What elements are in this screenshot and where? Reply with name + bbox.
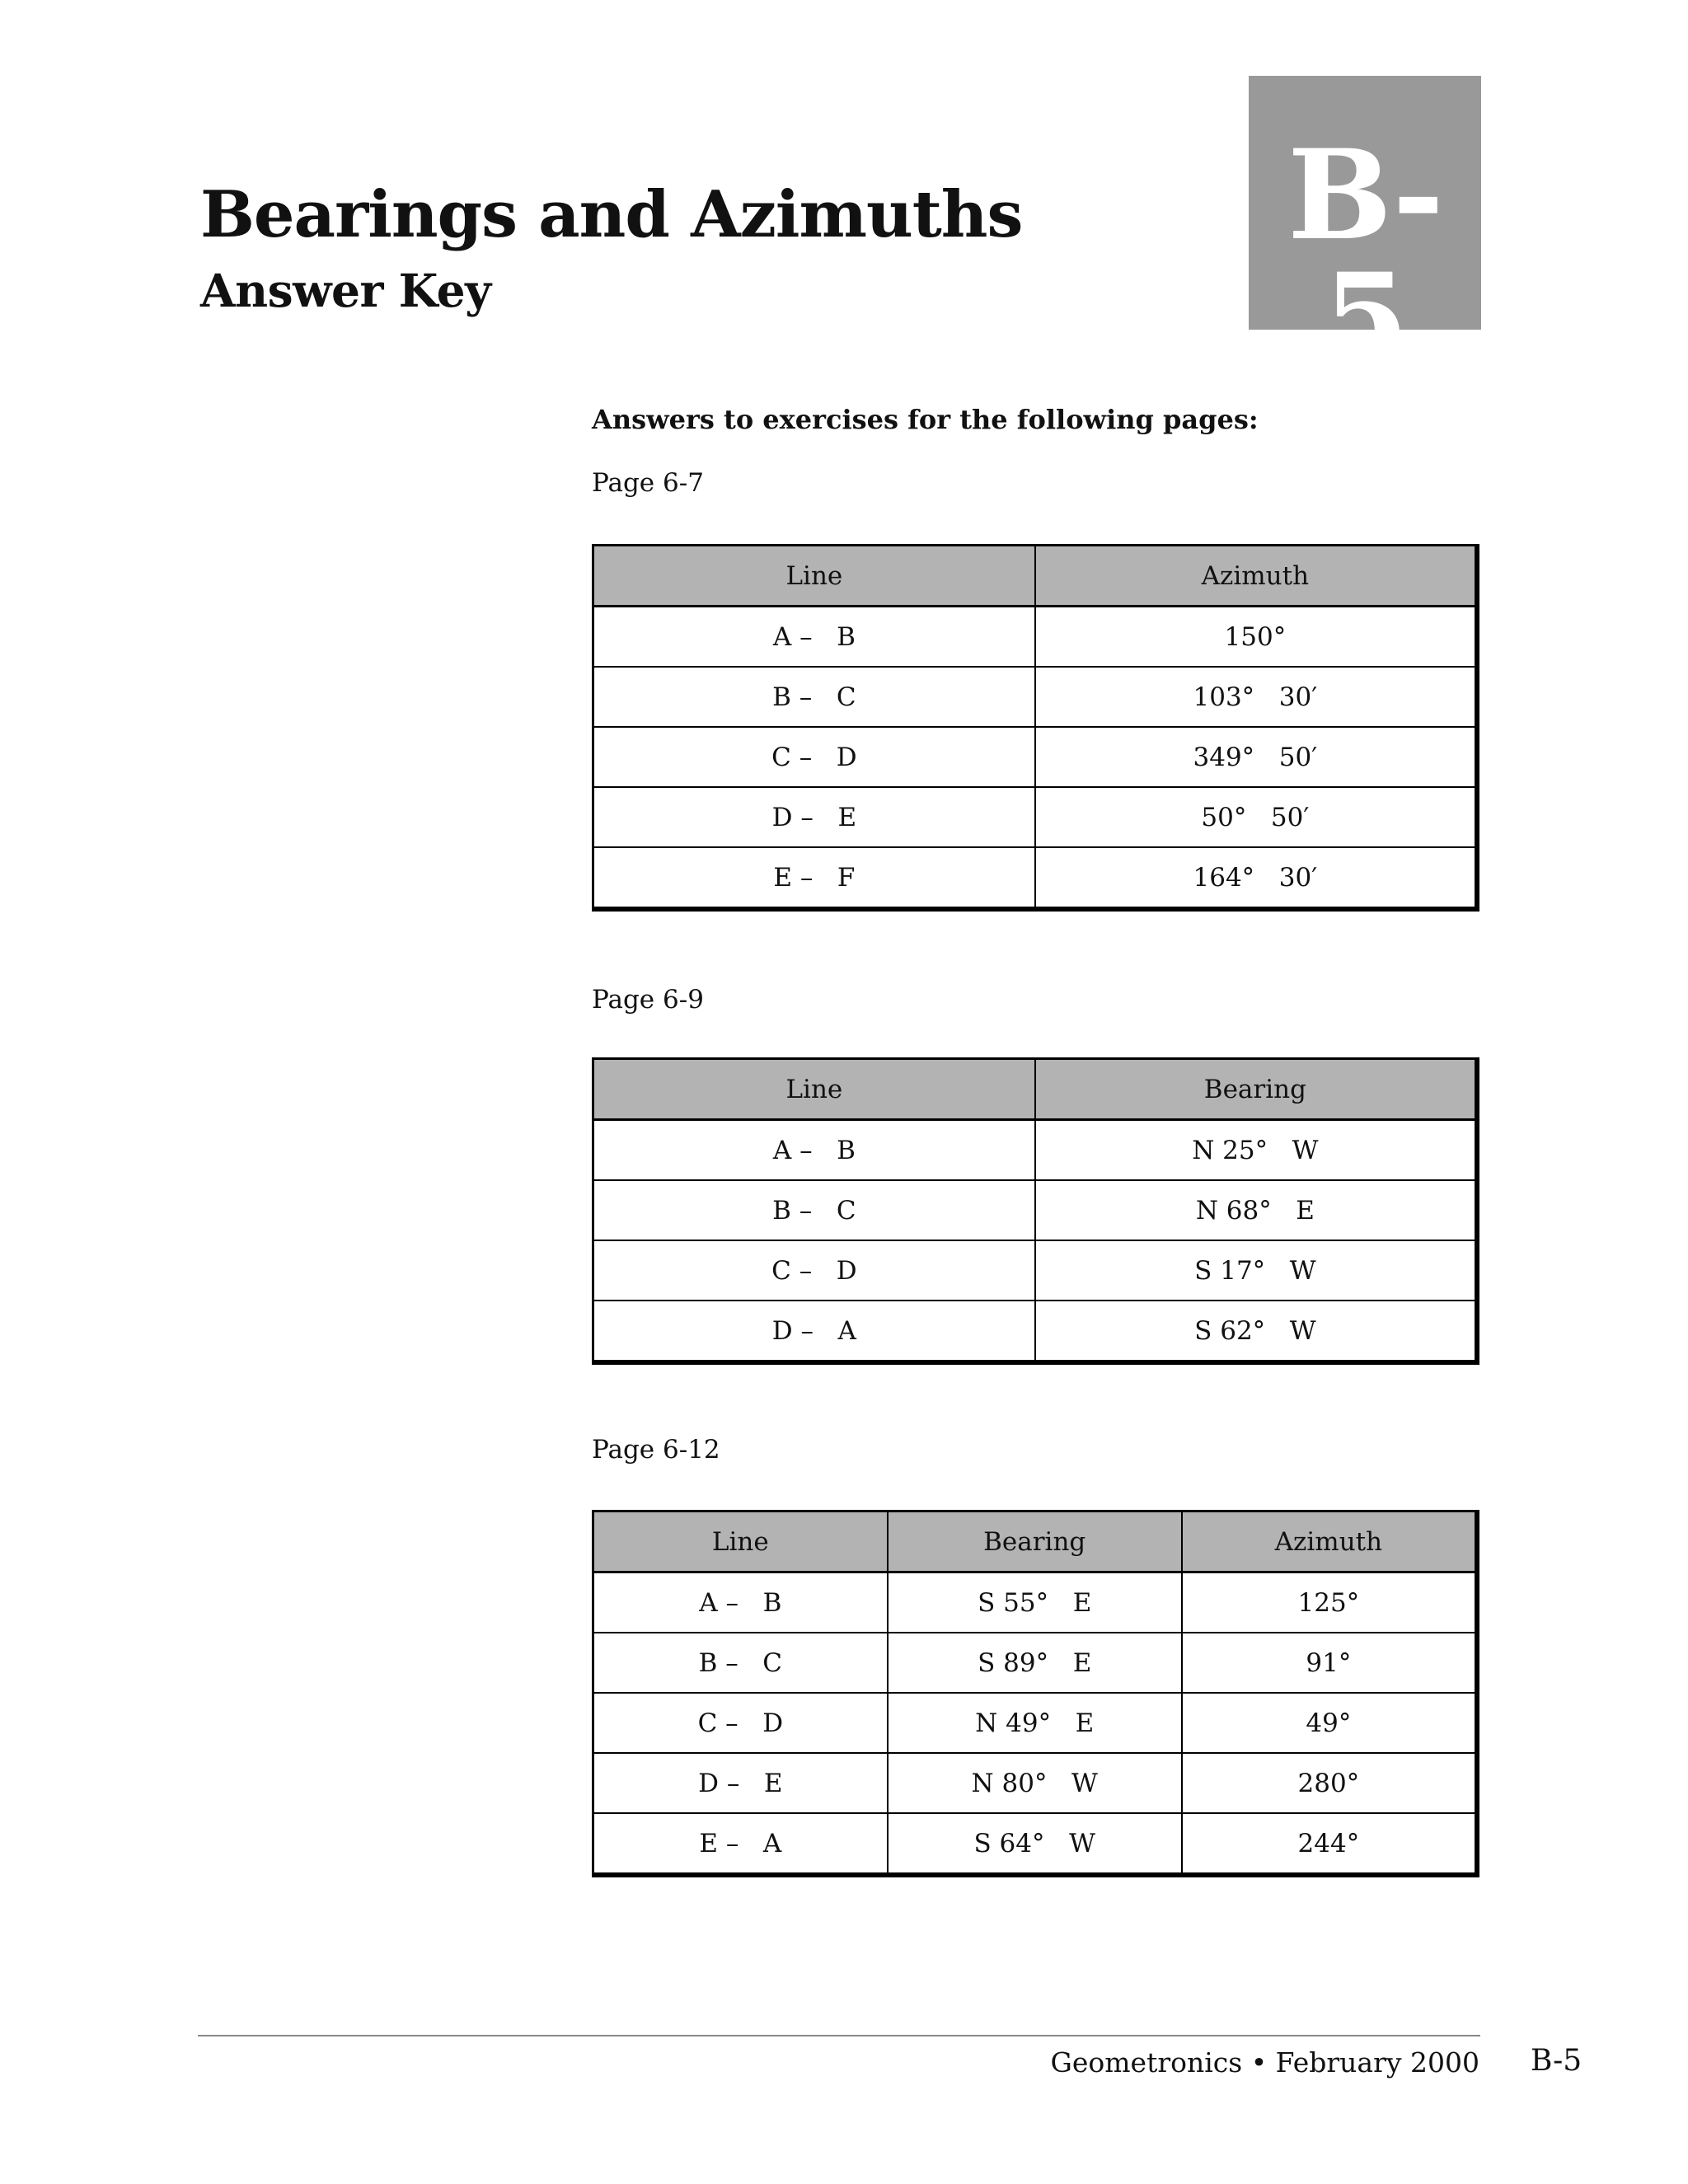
section-label-page-6-9: Page 6-9 — [592, 985, 704, 1015]
column-header: Line — [593, 1059, 1035, 1120]
table-row — [593, 1240, 1478, 1301]
line-cell: E – A — [593, 1813, 888, 1875]
footer-text: Geometronics • February 2000 — [1050, 2046, 1479, 2079]
table-header-row — [593, 1059, 1478, 1120]
table-row — [593, 667, 1478, 727]
azimuth-cell: 164° 30′ — [1035, 847, 1477, 909]
line-cell: D – A — [593, 1301, 1035, 1362]
page-subtitle: Answer Key — [200, 264, 491, 317]
bearing-cell: N 80° W — [888, 1753, 1182, 1813]
column-header: Bearing — [1035, 1059, 1477, 1120]
line-cell: A – B — [593, 1120, 1035, 1181]
bearing-cell: S 89° E — [888, 1633, 1182, 1693]
azimuth-cell: 244° — [1182, 1813, 1477, 1875]
line-cell: A – B — [593, 1572, 888, 1633]
line-cell: D – E — [593, 1753, 888, 1813]
line-cell: D – E — [593, 787, 1035, 847]
azimuth-cell: 91° — [1182, 1633, 1477, 1693]
bearing-cell: N 68° E — [1035, 1180, 1477, 1240]
line-cell: A – B — [593, 607, 1035, 668]
table-row — [593, 1301, 1478, 1362]
bearing-cell: S 17° W — [1035, 1240, 1477, 1301]
section-label-page-6-7: Page 6-7 — [592, 468, 704, 498]
azimuth-cell: 280° — [1182, 1753, 1477, 1813]
bearing-cell: S 62° W — [1035, 1301, 1477, 1362]
table-row — [593, 1180, 1478, 1240]
azimuth-cell: 103° 30′ — [1035, 667, 1477, 727]
line-cell: B – C — [593, 1633, 888, 1693]
table-header-row — [593, 546, 1478, 607]
azimuth-table — [592, 544, 1479, 912]
column-header: Bearing — [888, 1511, 1182, 1572]
azimuth-cell: 150° — [1035, 607, 1477, 668]
table-row — [593, 1813, 1478, 1875]
table-row — [593, 1753, 1478, 1813]
azimuth-cell: 349° 50′ — [1035, 727, 1477, 787]
azimuth-cell: 49° — [1182, 1693, 1477, 1753]
page-number: B-5 — [1531, 2044, 1582, 2078]
table-row — [593, 787, 1478, 847]
table-row — [593, 727, 1478, 787]
line-cell: C – D — [593, 727, 1035, 787]
bearing-cell: S 64° W — [888, 1813, 1182, 1875]
azimuth-cell: 125° — [1182, 1572, 1477, 1633]
table-row — [593, 1693, 1478, 1753]
table-row — [593, 847, 1478, 909]
bearing-cell: N 25° W — [1035, 1120, 1477, 1181]
bearing-cell: N 49° E — [888, 1693, 1182, 1753]
column-header: Line — [593, 546, 1035, 607]
azimuth-cell: 50° 50′ — [1035, 787, 1477, 847]
chapter-tab: B-5 — [1249, 76, 1481, 330]
bearing-table — [592, 1057, 1479, 1365]
bearing-azimuth-table — [592, 1510, 1479, 1877]
line-cell: C – D — [593, 1240, 1035, 1301]
line-cell: C – D — [593, 1693, 888, 1753]
column-header: Azimuth — [1035, 546, 1477, 607]
column-header: Line — [593, 1511, 888, 1572]
line-cell: E – F — [593, 847, 1035, 909]
table-header-row — [593, 1511, 1478, 1572]
footer-divider — [198, 2035, 1480, 2036]
table-row — [593, 607, 1478, 668]
line-cell: B – C — [593, 667, 1035, 727]
column-header: Azimuth — [1182, 1511, 1477, 1572]
section-label-page-6-12: Page 6-12 — [592, 1435, 720, 1465]
table-row — [593, 1120, 1478, 1181]
table-row — [593, 1572, 1478, 1633]
page-title: Bearings and Azimuths — [200, 177, 1023, 252]
table-row — [593, 1633, 1478, 1693]
intro-text: Answers to exercises for the following pages: — [592, 404, 1259, 435]
line-cell: B – C — [593, 1180, 1035, 1240]
bearing-cell: S 55° E — [888, 1572, 1182, 1633]
